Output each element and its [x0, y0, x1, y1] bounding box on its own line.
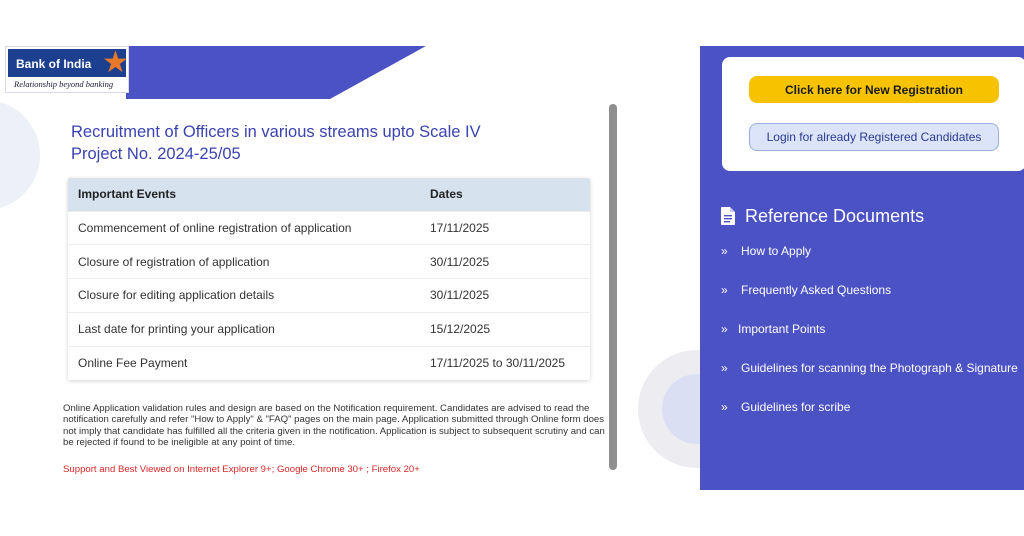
scrollbar-thumb[interactable] [609, 104, 617, 470]
bank-logo[interactable] [5, 46, 129, 93]
events-table [68, 178, 590, 380]
logo-banner [8, 46, 129, 79]
table-row [68, 211, 590, 245]
login-button[interactable]: Login for already Registered Candidates [749, 123, 999, 151]
ref-link-label: Frequently Asked Questions [741, 283, 892, 297]
double-chevron-right-icon: » [721, 361, 728, 375]
event-cell: Online Fee Payment [68, 346, 422, 380]
decorative-circle [0, 100, 40, 210]
ref-link-faq[interactable] [721, 282, 891, 298]
document-icon [721, 207, 735, 225]
event-cell: Last date for printing your application [68, 312, 422, 346]
date-cell: 17/11/2025 to 30/11/2025 [422, 346, 590, 380]
events-table-card [68, 178, 590, 380]
ref-link-label: How to Apply [741, 244, 812, 258]
ref-link-label: Guidelines for scanning the Photograph & Signature [741, 361, 1018, 375]
double-chevron-right-icon: » [721, 322, 728, 336]
date-cell: 15/12/2025 [422, 312, 590, 346]
event-cell: Closure for editing application details [68, 279, 422, 313]
reference-documents-heading [721, 204, 924, 228]
event-cell: Closure of registration of application [68, 245, 422, 279]
table-header-row [68, 178, 590, 211]
browser-support-text: Support and Best Viewed on Internet Explorer 9+; Google Chrome 30+ ; Firefox 20+ [63, 464, 420, 474]
table-row [68, 279, 590, 313]
ref-link-scanning-guidelines[interactable] [721, 360, 1018, 376]
star-logo-icon: ★ [102, 46, 129, 79]
column-header-dates: Dates [422, 178, 590, 211]
table-row [68, 245, 590, 279]
date-cell: 17/11/2025 [422, 211, 590, 245]
table-row [68, 312, 590, 346]
bank-name: Bank of India [16, 57, 92, 71]
title-line-2: Project No. 2024-25/05 [71, 145, 241, 163]
double-chevron-right-icon: » [721, 283, 728, 297]
ref-link-how-to-apply[interactable] [721, 243, 811, 259]
notice-text: Online Application validation rules and design are based on the Notification requirement. Candidates are advised to read the notification carefully and refer "How to Apply" & "FAQ" pages on the main page. Application submitted through Online form does not imply that candidate has fulfilled all the criteria given in the notification. Application is subject to subsequent scrutiny and can be rejected if found to be ineligible at any point of time. [63, 403, 605, 449]
double-chevron-right-icon: » [721, 244, 728, 258]
ref-link-label: Important Points [738, 322, 826, 336]
header-band [126, 46, 426, 99]
event-cell: Commencement of online registration of application [68, 211, 422, 245]
column-header-events: Important Events [68, 178, 422, 211]
date-cell: 30/11/2025 [422, 245, 590, 279]
page-title [71, 121, 591, 165]
date-cell: 30/11/2025 [422, 279, 590, 313]
table-row [68, 346, 590, 380]
reference-documents-title: Reference Documents [745, 205, 925, 226]
ref-link-important-points[interactable] [721, 321, 825, 337]
new-registration-button[interactable]: Click here for New Registration [749, 76, 999, 103]
bank-tagline: Relationship beyond banking [14, 79, 114, 89]
ref-link-label: Guidelines for scribe [741, 400, 851, 414]
title-line-1: Recruitment of Officers in various streams upto Scale IV [71, 123, 481, 141]
ref-link-scribe-guidelines[interactable] [721, 399, 850, 415]
double-chevron-right-icon: » [721, 400, 728, 414]
registration-box [722, 57, 1024, 171]
